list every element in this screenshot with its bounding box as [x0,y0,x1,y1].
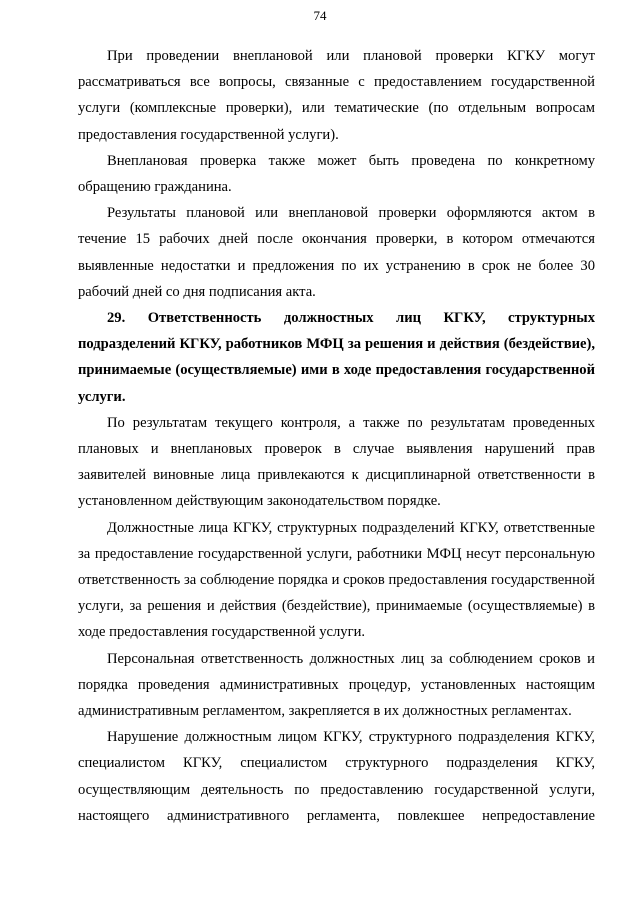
paragraph-disciplinary-liability: По результатам текущего контроля, а также по результатам проведенных плановых и внеплановых проверок в случае выявления нарушений прав заявителей виновные лица привлекаются к дисциплинарной ответственности в установленном действующим законодательством порядке. [78,414,595,510]
document-body [78,43,595,829]
paragraph-unscheduled-inspection: Внеплановая проверка также может быть проведена по конкретному обращению гражданина. [78,152,595,196]
paragraph-violation: Нарушение должностным лицом КГКУ, структурного подразделения КГКУ, специалистом КГКУ, специалистом структурного подразделения КГКУ, осуществляющим деятельность по предоставлению государственной услуги, настоящего административного регламента, повлекшее непредоставление [78,729,595,824]
paragraph-inspection-results: Результаты плановой или внеплановой проверки оформляются актом в течение 15 рабочих дней после окончания проверки, в котором отмечаются выявленные недостатки и предложения по их устранению в срок не более 30 рабочий дней со дня подписания акта. [78,205,595,300]
page-number: 74 [313,8,327,23]
paragraph-inspection-scope: При проведении внеплановой или плановой проверки КГКУ могут рассматриваться все вопросы, связанные с предоставлением государственной услуги (комплексные проверки), или тематические (по отдельным вопросам предоставления государственной услуги). [78,48,595,143]
paragraph-personal-responsibility: Должностные лица КГКУ, структурных подразделений КГКУ, ответственные за предоставление государственной услуги, работники МФЦ несут персональную ответственность за соблюдение порядка и сроков предоставления государственной услуги, за решения и действия (бездействие), принимаемые (осуществляемые) в ходе предоставления государственной услуги. [78,519,595,641]
paragraph-job-regulations: Персональная ответственность должностных лиц за соблюдением сроков и порядка проведения административных процедур, установленных настоящим административным регламентом, закрепляется в их должностных регламентах. [78,650,595,720]
section-29-heading: 29. Ответственность должностных лиц КГКУ, структурных подразделений КГКУ, работников МФЦ за решения и действия (бездействие), принимаемые (осуществляемые) ими в ходе предоставления государственной услуги. [78,310,595,405]
